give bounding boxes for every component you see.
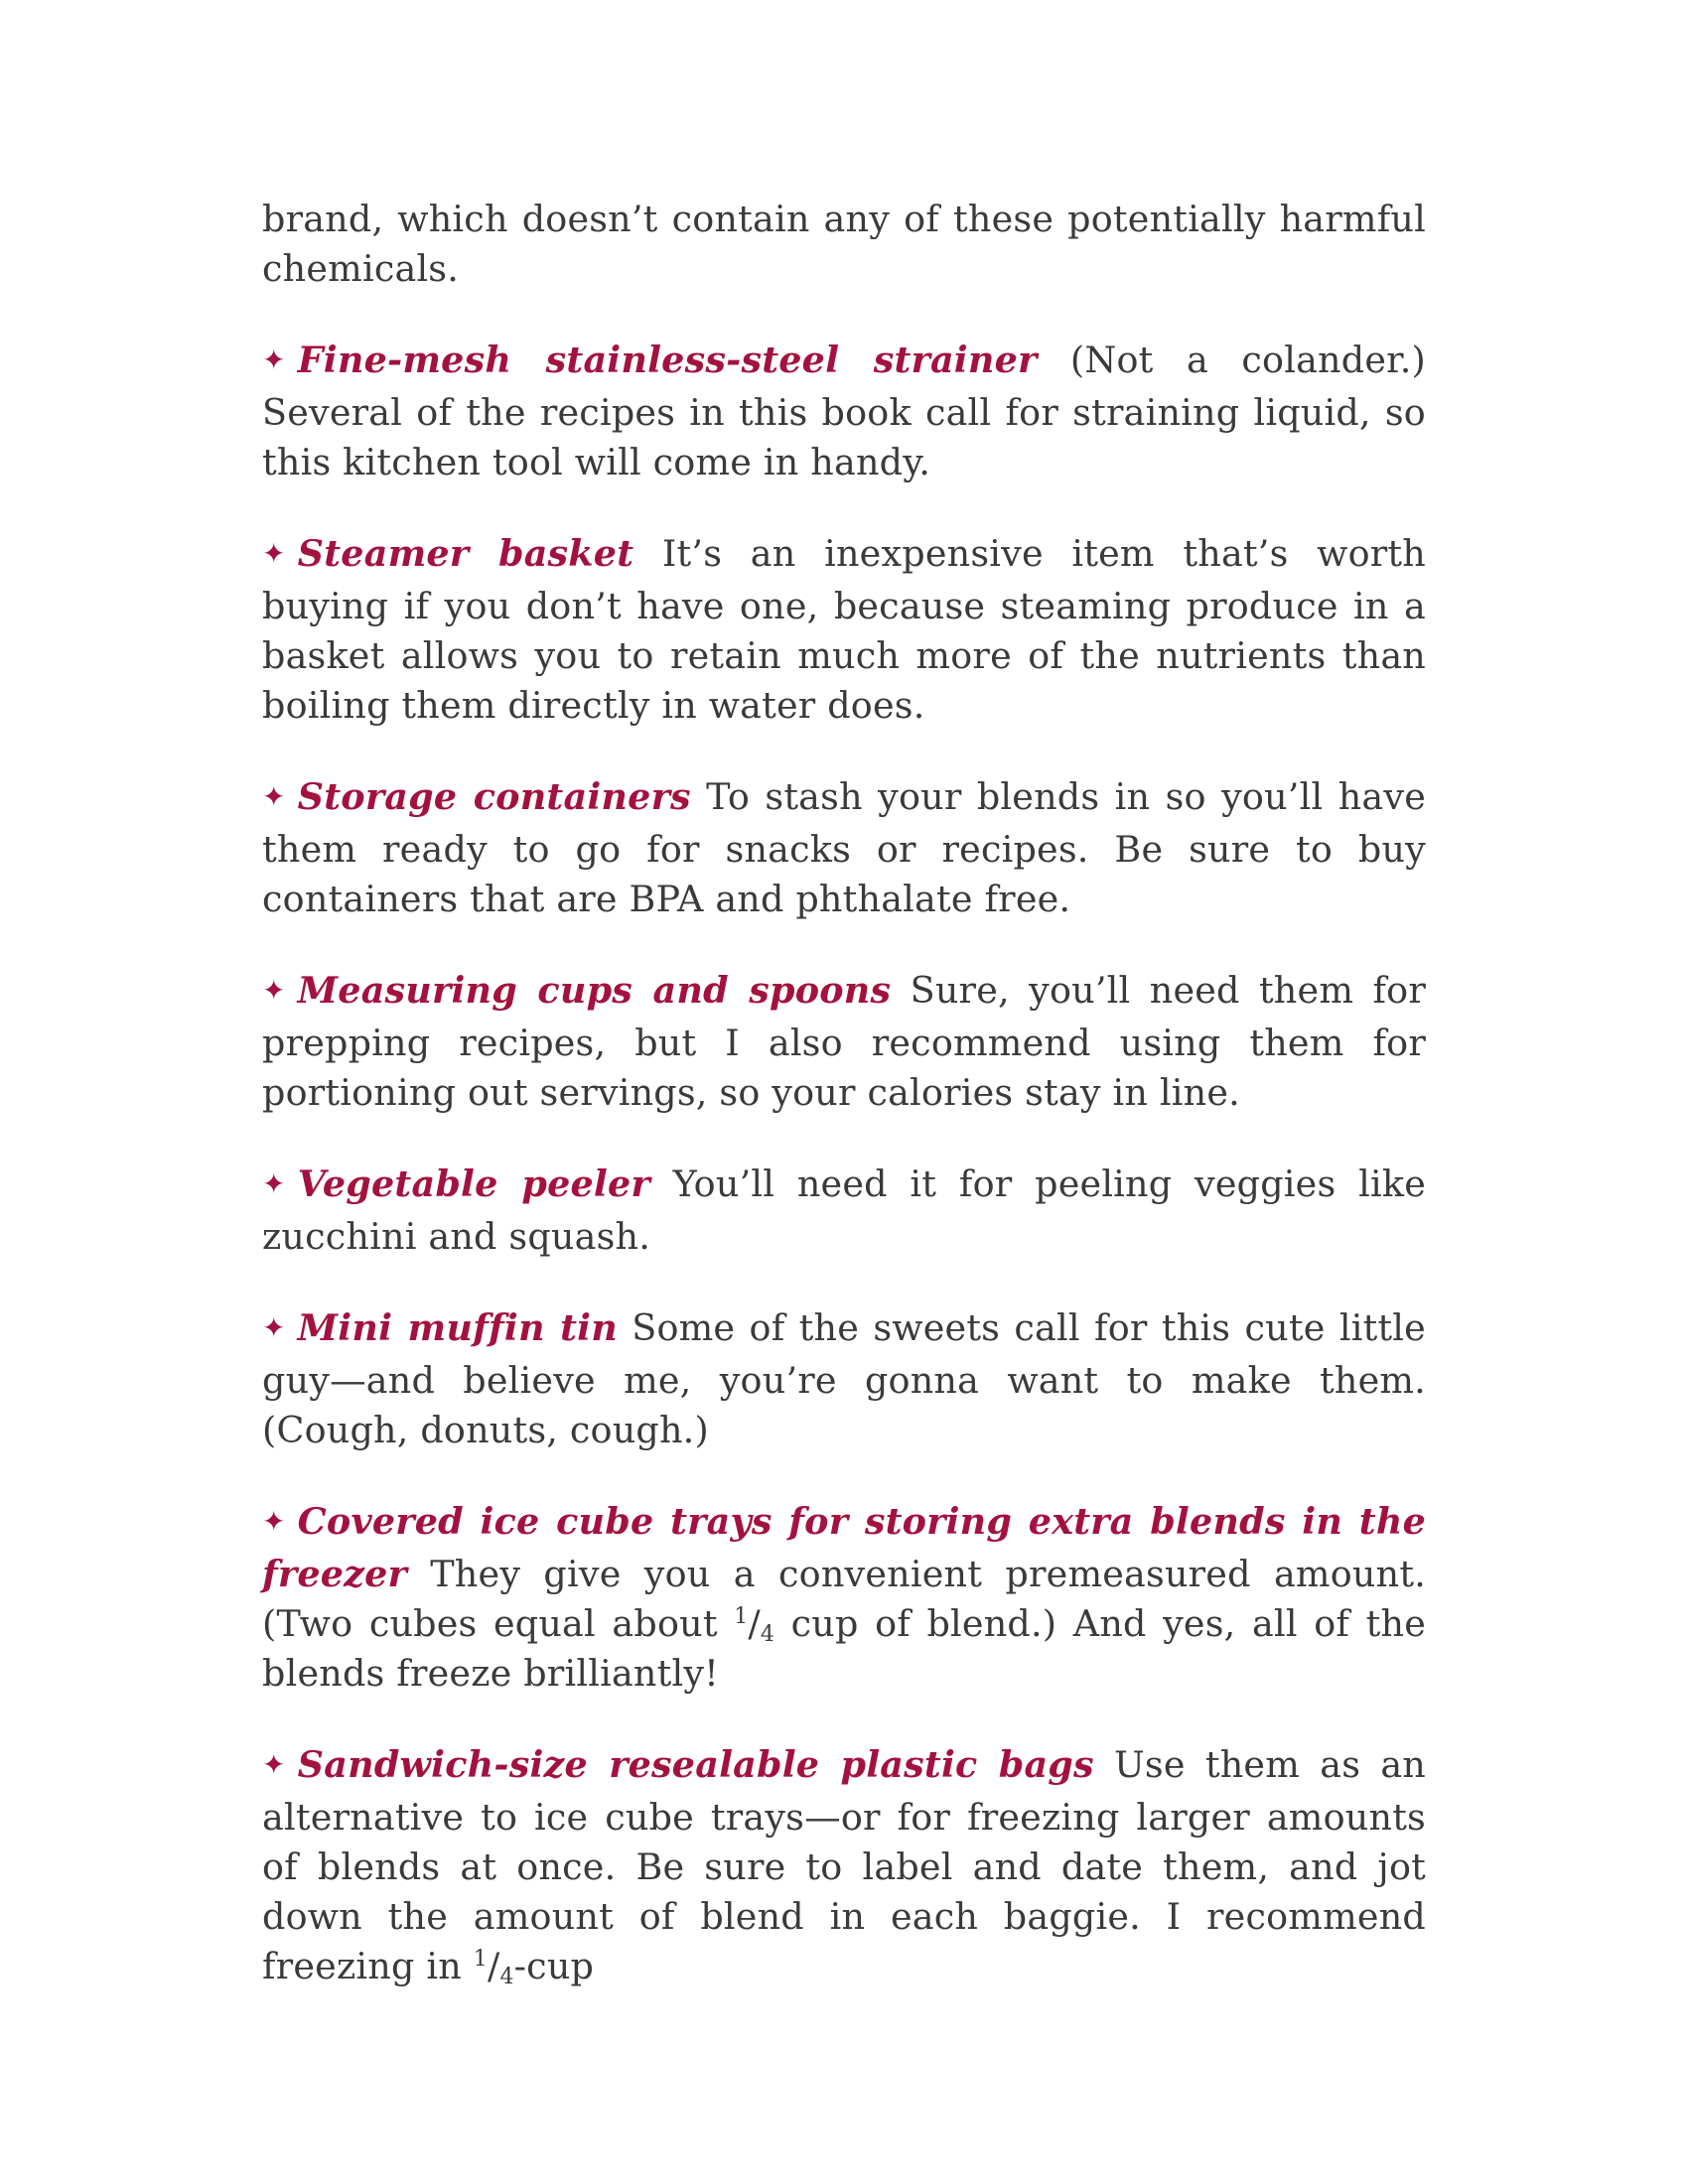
item-text: Some of the sweets call for this cute little guy—and believe me, you’re gonna want to make them. (Cough, donuts, cough.): [262, 1306, 1426, 1451]
star-bullet-icon: ✦: [262, 537, 286, 570]
list-item: [262, 1303, 1426, 1455]
item-term: Sandwich-size resealable plastic bags: [297, 1743, 1094, 1786]
star-bullet-icon: ✦: [262, 1505, 286, 1538]
star-bullet-icon: ✦: [262, 1311, 286, 1344]
item-term: Fine-mesh stainless-steel strainer: [297, 339, 1038, 381]
item-term: Steamer basket: [297, 532, 634, 575]
item-term: Mini muffin tin: [297, 1306, 618, 1349]
fraction-numerator: 1: [734, 1604, 749, 1629]
intro-paragraph: brand, which doesn’t contain any of these potentially harmful chemicals.: [262, 198, 1426, 290]
fraction-numerator: 1: [473, 1947, 488, 1972]
item-text: To stash your blends in so you’ll have them ready to go for snacks or recipes. Be sure to buy containers that are BPA and phthalate free.: [262, 775, 1426, 920]
item-text: -cup: [513, 1945, 595, 1987]
fraction-slash: /: [748, 1602, 761, 1645]
item-text: They give you a convenient premeasured amount. (Two cubes equal about: [262, 1553, 1426, 1645]
star-bullet-icon: ✦: [262, 343, 286, 376]
item-term: Vegetable peeler: [297, 1162, 650, 1205]
star-bullet-icon: ✦: [262, 1748, 286, 1781]
fraction-slash: /: [487, 1945, 500, 1987]
fraction-denominator: 4: [499, 1965, 514, 1989]
item-text: (Not a colander.) Several of the recipes in this book call for straining liquid, so this kitchen tool will come in handy.: [262, 339, 1427, 483]
fraction-denominator: 4: [760, 1622, 775, 1647]
item-text: Use them as an alternative to ice cube trays—or for freezing larger amounts of blends at once. Be sure to label and date them, and jot down the amount of blend in each baggie. I recommend freezing in: [262, 1743, 1426, 1987]
item-text: cup of blend.) And yes, all of the blends freeze brilliantly!: [262, 1602, 1426, 1695]
list-item: [262, 336, 1426, 487]
star-bullet-icon: ✦: [262, 974, 286, 1007]
item-term: Measuring cups and spoons: [297, 969, 892, 1012]
item-term: Covered ice cube trays for storing extra blends in the freezer: [262, 1500, 1426, 1595]
list-item: [262, 1160, 1426, 1262]
star-bullet-icon: ✦: [262, 1167, 286, 1200]
list-item: [262, 966, 1426, 1118]
item-text: Sure, you’ll need them for prepping recipes, but I also recommend using them for portioning out servings, so your calories stay in line.: [262, 969, 1426, 1114]
list-item: [262, 772, 1426, 924]
list-item: [262, 529, 1426, 731]
item-text: You’ll need it for peeling veggies like zucchini and squash.: [262, 1162, 1426, 1258]
item-term: Storage containers: [297, 775, 691, 818]
list-item: [262, 1497, 1426, 1699]
star-bullet-icon: ✦: [262, 780, 286, 813]
page-body: [262, 195, 1426, 2033]
item-text: It’s an inexpensive item that’s worth buying if you don’t have one, because steaming produce in a basket allows you to retain much more of the nutrients than boiling them directly in water does.: [262, 532, 1427, 727]
list-item: [262, 1740, 1426, 1991]
